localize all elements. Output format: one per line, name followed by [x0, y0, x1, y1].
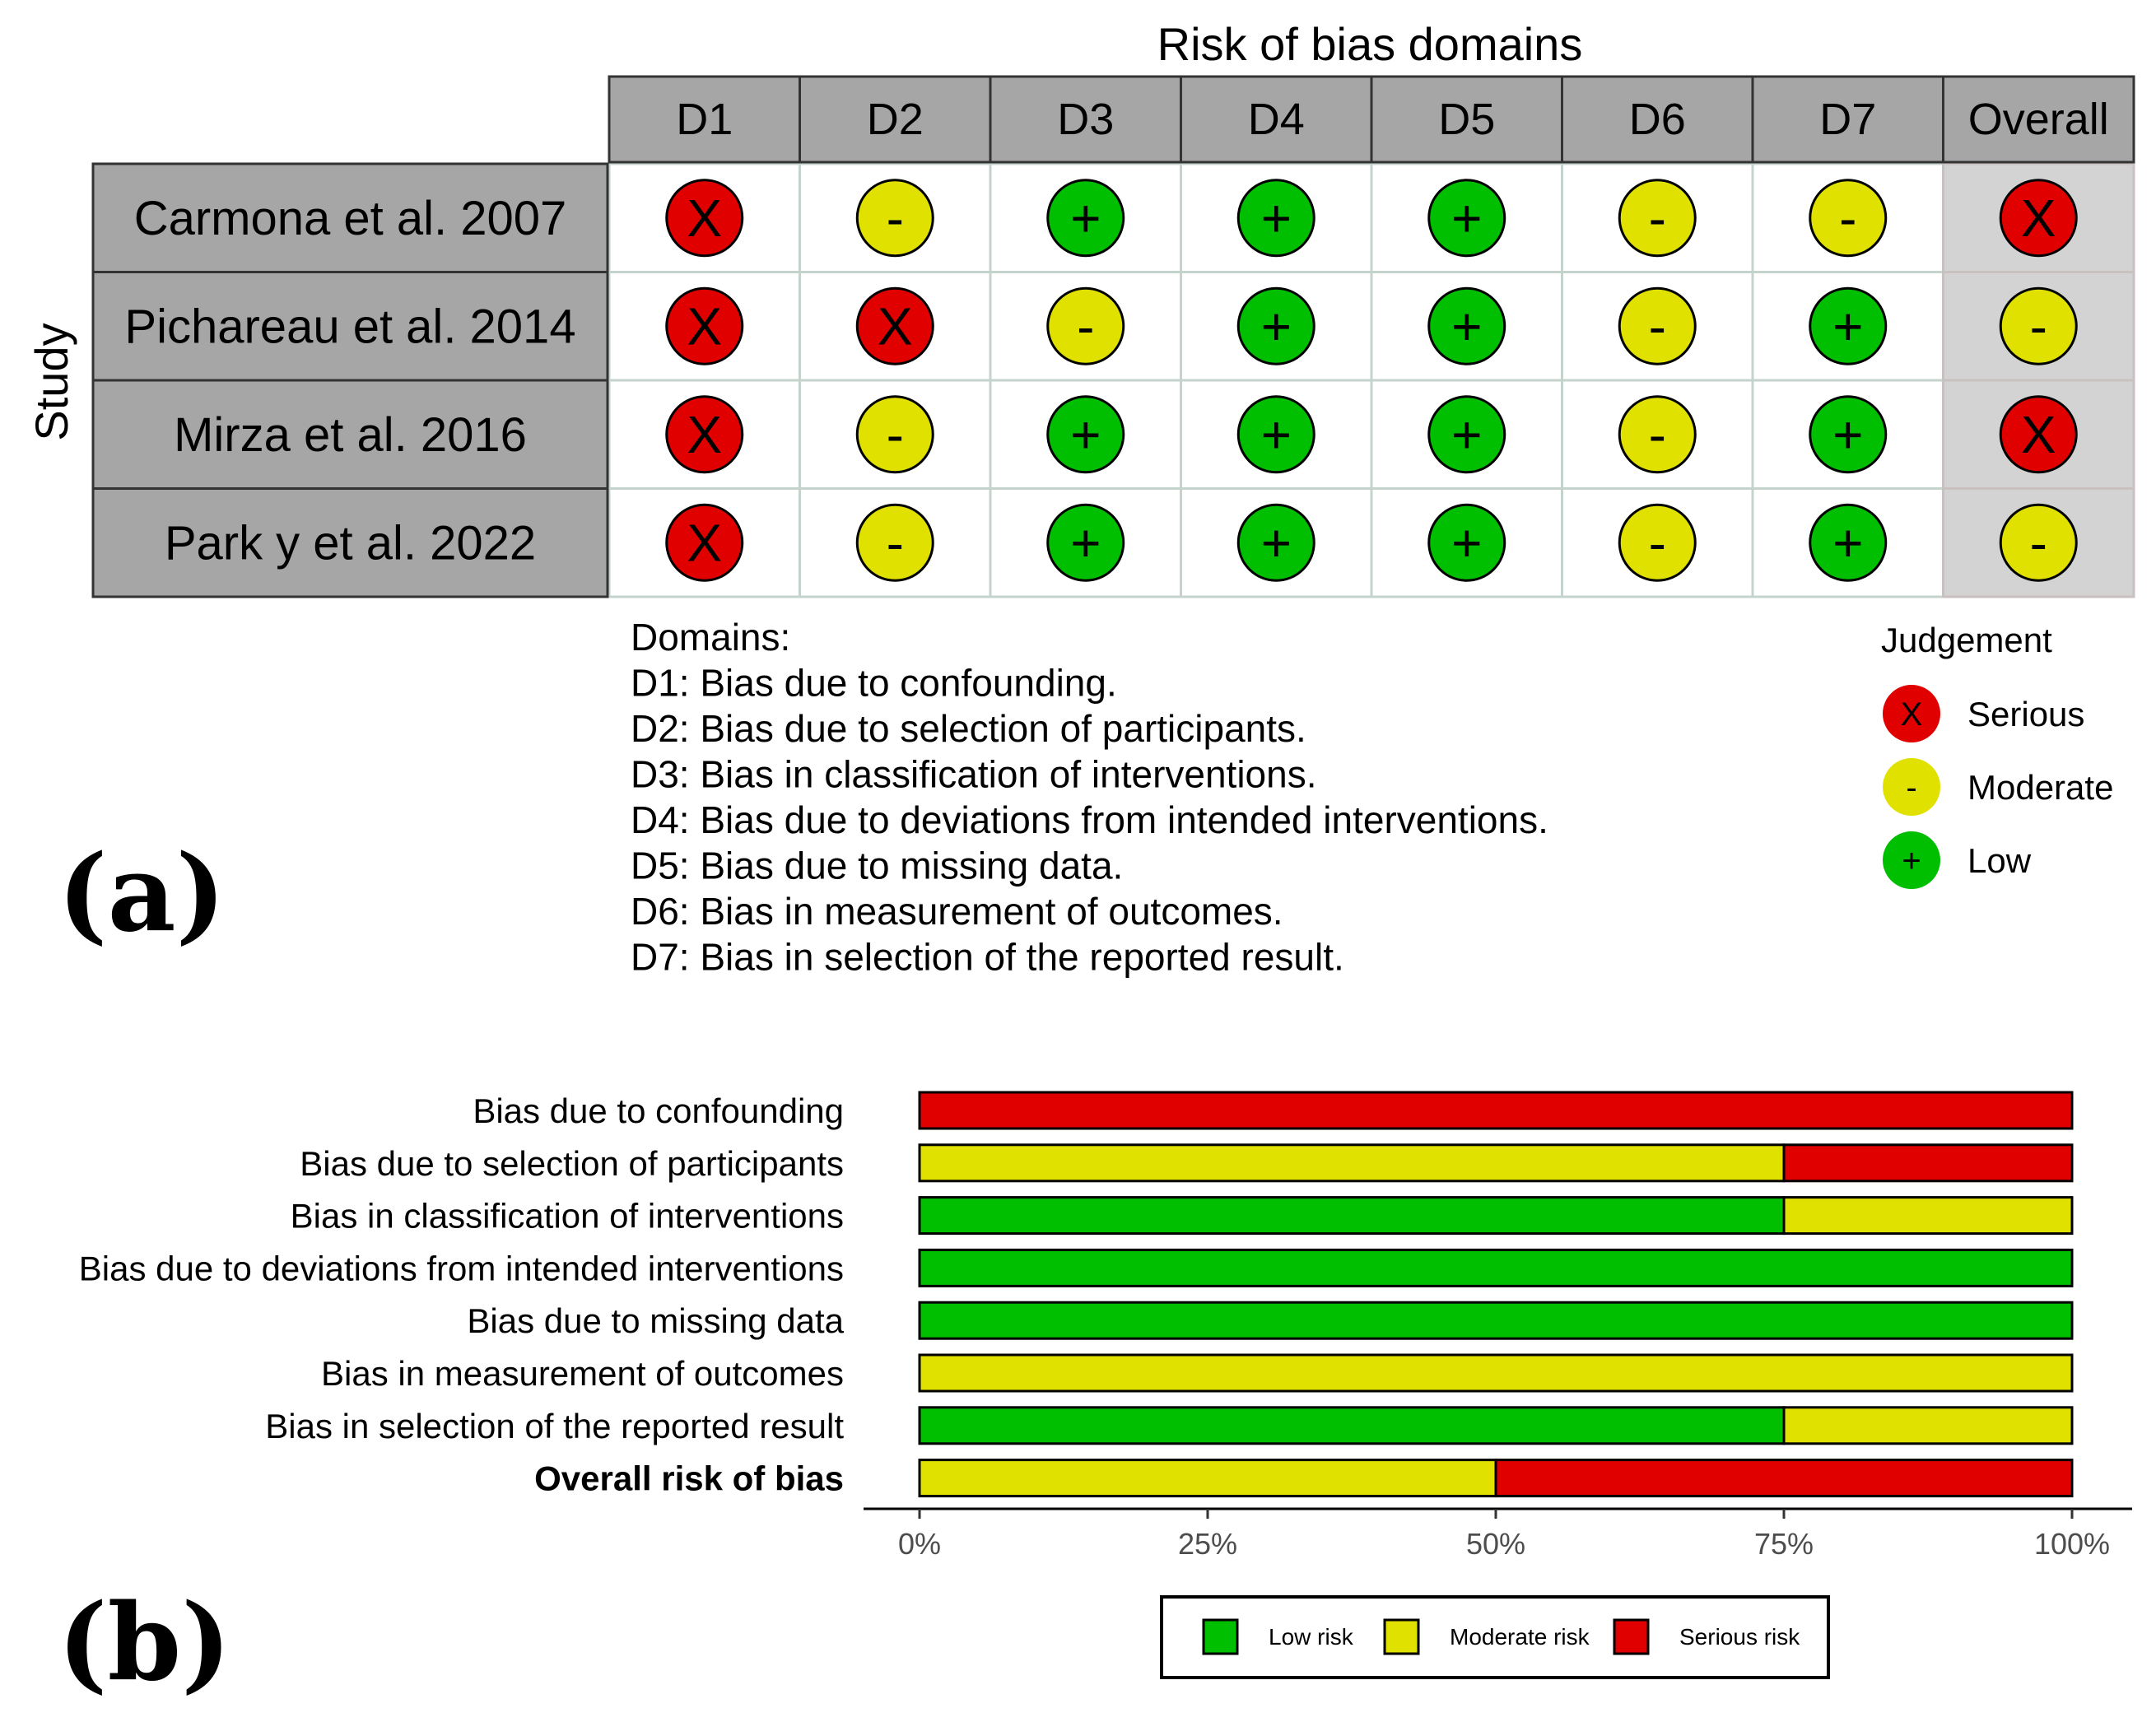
judgement-symbol: +: [1832, 404, 1864, 464]
domains-caption-line: D4: Bias due to deviations from intended interventions.: [631, 798, 1548, 841]
bar-segment: [920, 1250, 2072, 1286]
judgement-serious-icon: [667, 505, 743, 580]
domains-caption-line: D7: Bias in selection of the reported result.: [631, 935, 1344, 979]
judgement-symbol: +: [1832, 513, 1864, 573]
judgement-moderate-icon: [1810, 180, 1886, 256]
x-tick-label: 100%: [2033, 1527, 2111, 1561]
judgement-low-icon: [1810, 397, 1886, 472]
judgement-symbol: -: [1648, 404, 1666, 464]
judgement-symbol: +: [1832, 296, 1864, 356]
study-name: Pichareau et al. 2014: [124, 300, 576, 354]
legend-symbol: +: [1902, 843, 1921, 879]
judgement-symbol: +: [1451, 296, 1483, 356]
panel-b-summary-bar-chart: [58, 1091, 2132, 1705]
bar-segment: [1784, 1408, 2072, 1444]
legend-key: [1614, 1620, 1648, 1654]
judgement-moderate-icon: [857, 397, 933, 472]
judgement-symbol: +: [1260, 188, 1292, 248]
judgement-low-icon: [1238, 180, 1314, 256]
judgement-symbol: -: [2029, 513, 2047, 573]
legend-symbol: X: [1900, 696, 1923, 733]
judgement-symbol: +: [1070, 404, 1101, 464]
judgement-low-icon: [1048, 180, 1124, 256]
judgement-low-icon: [1238, 505, 1314, 580]
column-header: D1: [676, 95, 733, 144]
category-label: Bias due to deviations from intended interventions: [78, 1249, 844, 1288]
legend-symbol: -: [1906, 770, 1917, 806]
summary-bars: [79, 1091, 2072, 1498]
judgement-serious-icon: [857, 288, 933, 364]
judgement-serious-icon: [667, 397, 743, 472]
judgement-low-icon: [1810, 505, 1886, 580]
legend-key: [1385, 1620, 1418, 1654]
legend-entry: Serious risk: [1679, 1624, 1800, 1650]
domains-caption-line: Domains:: [631, 616, 791, 659]
judgement-serious-icon: [667, 180, 743, 256]
panel-a-label: (a): [58, 832, 226, 956]
panel-b-label: (b): [58, 1581, 231, 1705]
judgement-symbol: +: [1260, 296, 1292, 356]
x-tick-label: 25%: [1177, 1527, 1238, 1561]
judgement-symbol: -: [1839, 188, 1857, 248]
legend-moderate-icon: [1883, 758, 1940, 816]
judgement-low-icon: [1429, 397, 1505, 472]
judgement-moderate-icon: [1619, 397, 1695, 472]
judgement-low-icon: [1429, 288, 1505, 364]
judgement-legend: [1881, 621, 2113, 889]
column-header: D6: [1628, 95, 1686, 144]
judgement-symbol: -: [1648, 513, 1666, 573]
judgement-symbol: X: [877, 296, 913, 356]
panel-a-traffic-light-plot: [26, 18, 2134, 979]
column-header: D5: [1438, 95, 1496, 144]
bar-segment: [1784, 1145, 2072, 1181]
judgement-symbol: X: [687, 188, 723, 248]
legend-key: [1204, 1620, 1237, 1654]
domains-caption-line: D5: Bias due to missing data.: [631, 844, 1124, 887]
judgement-serious-icon: [667, 288, 743, 364]
column-header: D4: [1247, 95, 1305, 144]
judgement-symbol: +: [1260, 513, 1292, 573]
bar-segment: [920, 1302, 2072, 1338]
judgement-serious-icon: [2000, 397, 2076, 472]
judgement-symbol: X: [687, 513, 723, 573]
category-label: Bias due to confounding: [473, 1091, 844, 1130]
judgement-symbol: -: [1077, 296, 1095, 356]
column-header: D2: [866, 95, 924, 144]
domains-caption: [631, 616, 1548, 979]
judgement-symbol: -: [886, 404, 904, 464]
column-header: Overall: [1967, 95, 2109, 144]
bar-segment: [920, 1355, 2072, 1391]
judgement-moderate-icon: [2000, 288, 2076, 364]
legend-label: Moderate: [1967, 768, 2114, 807]
bar-segment: [1784, 1198, 2072, 1234]
judgement-symbol: +: [1070, 513, 1101, 573]
judgement-symbol: -: [2029, 296, 2047, 356]
judgement-symbol: -: [1648, 188, 1666, 248]
x-tick-label: 0%: [897, 1527, 942, 1561]
summary-legend: [1162, 1597, 1828, 1678]
domains-caption-line: D6: Bias in measurement of outcomes.: [631, 890, 1283, 933]
judgement-low-icon: [1429, 505, 1505, 580]
legend-entry: Low risk: [1269, 1624, 1353, 1650]
legend-label: Low: [1967, 841, 2032, 880]
category-label: Bias due to missing data: [467, 1301, 844, 1341]
judgement-symbol: X: [2020, 404, 2056, 464]
x-tick-label: 50%: [1465, 1527, 1526, 1561]
judgement-moderate-icon: [1619, 505, 1695, 580]
judgement-symbol: +: [1451, 513, 1483, 573]
legend-serious-icon: [1883, 685, 1940, 742]
x-tick-label: 75%: [1753, 1527, 1814, 1561]
bar-segment: [920, 1408, 1784, 1444]
domains-caption-line: D3: Bias in classification of interventions.: [631, 752, 1317, 796]
study-name: Mirza et al. 2016: [174, 407, 527, 462]
judgement-symbol: -: [886, 513, 904, 573]
judgement-moderate-icon: [1048, 288, 1124, 364]
judgement-symbol: +: [1451, 188, 1483, 248]
panel-a-title: Risk of bias domains: [1157, 18, 1583, 70]
column-header: D3: [1057, 95, 1115, 144]
judgement-low-icon: [1238, 397, 1314, 472]
bar-segment: [920, 1145, 1784, 1181]
judgement-symbol: X: [687, 404, 723, 464]
judgement-low-icon: [1048, 505, 1124, 580]
judgement-symbol: +: [1451, 404, 1483, 464]
category-label: Overall risk of bias: [534, 1459, 844, 1498]
judgement-serious-icon: [2000, 180, 2076, 256]
domains-caption-line: D1: Bias due to confounding.: [631, 661, 1117, 705]
category-label: Bias in measurement of outcomes: [321, 1354, 844, 1393]
legend-entry: Moderate risk: [1450, 1624, 1590, 1650]
y-axis-label: Study: [26, 323, 77, 441]
judgement-symbol: X: [687, 296, 723, 356]
judgement-moderate-icon: [2000, 505, 2076, 580]
column-header: D7: [1819, 95, 1877, 144]
judgement-moderate-icon: [857, 505, 933, 580]
judgement-symbol: +: [1070, 188, 1101, 248]
judgement-symbol: X: [2020, 188, 2056, 248]
judgement-legend-title: Judgement: [1881, 621, 2052, 659]
category-label: Bias due to selection of participants: [300, 1143, 844, 1183]
judgement-low-icon: [1429, 180, 1505, 256]
x-axis: [864, 1509, 2132, 1561]
judgement-moderate-icon: [1619, 288, 1695, 364]
bar-segment: [1496, 1460, 2072, 1496]
traffic-light-grid: [93, 77, 2134, 597]
bar-segment: [920, 1092, 2072, 1129]
bar-segment: [920, 1198, 1784, 1234]
legend-label: Serious: [1967, 695, 2085, 733]
judgement-symbol: +: [1260, 404, 1292, 464]
category-label: Bias in selection of the reported result: [265, 1406, 844, 1445]
bar-segment: [920, 1460, 1496, 1496]
judgement-low-icon: [1810, 288, 1886, 364]
legend-low-icon: [1883, 831, 1940, 889]
judgement-symbol: -: [886, 188, 904, 248]
judgement-moderate-icon: [857, 180, 933, 256]
judgement-symbol: -: [1648, 296, 1666, 356]
judgement-low-icon: [1238, 288, 1314, 364]
judgement-moderate-icon: [1619, 180, 1695, 256]
domains-caption-line: D2: Bias due to selection of participants.: [631, 707, 1306, 750]
study-name: Carmona et al. 2007: [133, 191, 567, 245]
judgement-low-icon: [1048, 397, 1124, 472]
study-name: Park y et al. 2022: [164, 516, 537, 570]
category-label: Bias in classification of interventions: [290, 1196, 844, 1236]
